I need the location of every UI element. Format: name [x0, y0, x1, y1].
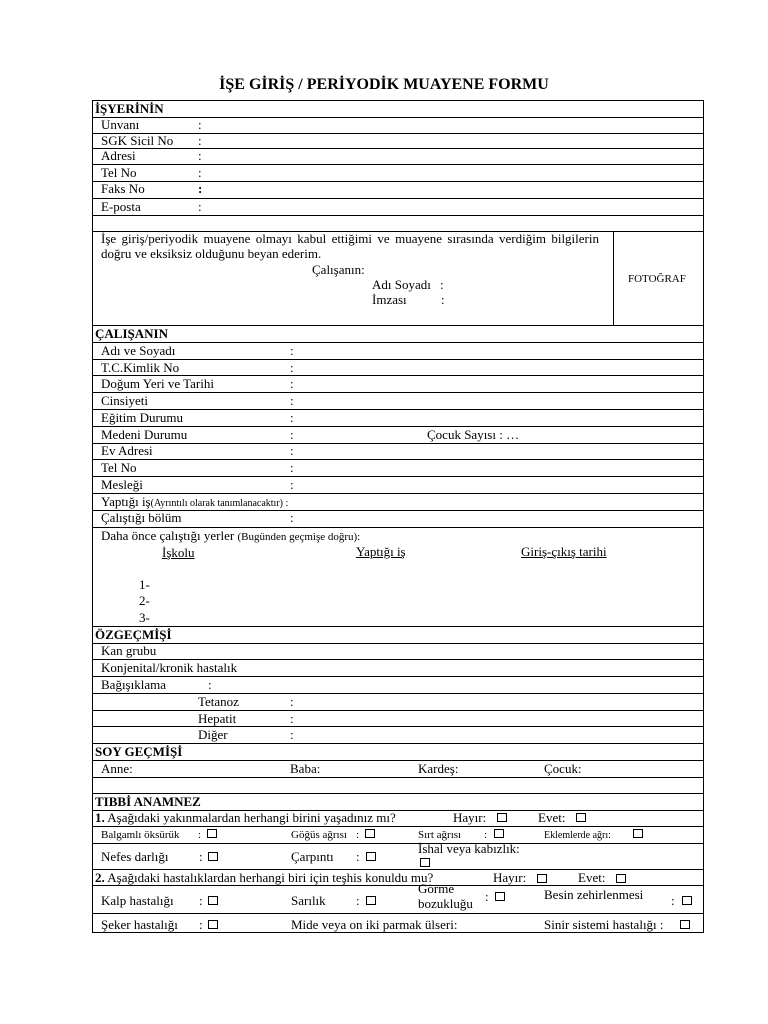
disease-nervous-checkbox[interactable] — [680, 920, 690, 929]
symptom-back-pain-checkbox[interactable] — [494, 829, 504, 838]
blood-type-label: Kan grubu — [101, 643, 157, 658]
job-note: (Ayrıntılı olarak tanımlanacaktır) : — [150, 498, 289, 509]
symptom-back-pain-label: Sırt ağrısı — [418, 829, 462, 841]
prev-col-job: Yaptığı iş — [356, 544, 406, 559]
field-separator: : — [356, 849, 360, 864]
row-divider — [92, 359, 704, 360]
symptom-bowel-checkbox[interactable] — [420, 858, 430, 867]
row-divider — [92, 913, 704, 914]
symptom-joint-pain-label: Eklemlerde ağrı: — [544, 830, 611, 841]
field-separator: : — [198, 133, 202, 148]
family-mother-label: Anne: — [101, 761, 133, 776]
row-divider — [92, 710, 704, 711]
employer-sgk-label: SGK Sicil No — [101, 133, 174, 148]
field-separator: : — [441, 292, 445, 307]
row-divider — [92, 443, 704, 444]
field-separator: : — [290, 727, 294, 742]
prev-row-2: 2- — [139, 593, 150, 608]
prev-col-sector: İşkolu — [162, 545, 195, 560]
row-divider — [92, 392, 704, 393]
disease-heart-checkbox[interactable] — [208, 896, 218, 905]
field-separator: : — [671, 893, 675, 908]
employee-header: ÇALIŞANIN — [95, 326, 168, 341]
symptom-dyspnea-checkbox[interactable] — [208, 852, 218, 861]
disease-jaundice-checkbox[interactable] — [366, 896, 376, 905]
declaration-employee-label: Çalışanın: — [312, 262, 365, 277]
field-separator: : — [290, 343, 294, 358]
symptom-chest-pain-checkbox[interactable] — [365, 829, 375, 838]
question-1-text: Aşağıdaki yakınmalardan herhangi birini yaşadınız mı? — [107, 810, 396, 825]
disease-nervous-label: Sinir sistemi hastalığı : — [544, 917, 664, 932]
row-divider — [92, 117, 704, 118]
row-divider — [92, 476, 704, 477]
employee-job-label — [101, 495, 288, 511]
vaccine-other-label: Diğer — [198, 727, 228, 742]
q1-yes-checkbox[interactable] — [576, 813, 586, 822]
question-1 — [95, 811, 396, 825]
row-divider — [92, 215, 704, 216]
field-separator: : — [290, 443, 294, 458]
q1-no-label: Hayır: — [453, 810, 487, 825]
symptom-cough-label: Balgamlı öksürük — [101, 829, 180, 841]
employee-profession-label: Mesleği — [101, 477, 143, 492]
employee-birth-label: Doğum Yeri ve Tarihi — [101, 376, 214, 391]
field-separator: : — [356, 893, 360, 908]
q1-no-checkbox[interactable] — [497, 813, 507, 822]
field-separator: : — [198, 165, 202, 180]
q2-yes-label: Evet: — [578, 870, 606, 885]
field-separator: : — [198, 829, 202, 841]
row-divider — [92, 493, 704, 494]
employer-title-label: Unvanı — [101, 117, 140, 132]
employer-header: İŞYERİNİN — [95, 101, 164, 116]
page-title: İŞE GİRİŞ / PERİYODİK MUAYENE FORMU — [219, 76, 549, 93]
row-divider — [92, 198, 704, 199]
family-child-label: Çocuk: — [544, 761, 582, 776]
employer-email-label: E-posta — [101, 199, 141, 214]
symptom-dyspnea-label: Nefes darlığı — [101, 849, 169, 864]
field-separator: : — [199, 917, 203, 932]
row-divider — [92, 693, 704, 694]
disease-heart-label: Kalp hastalığı — [101, 893, 174, 908]
declaration-name-label: Adı Soyadı — [372, 277, 431, 292]
field-separator: : — [485, 889, 489, 904]
field-separator: : — [198, 199, 202, 214]
vaccine-tetanus-label: Tetanoz — [198, 694, 239, 709]
row-divider — [92, 133, 704, 134]
symptom-palpitation-checkbox[interactable] — [366, 852, 376, 861]
prev-row-1: 1- — [139, 577, 150, 592]
field-separator: : — [290, 376, 294, 391]
prev-label-text: Daha önce çalıştığı yerler — [101, 528, 235, 543]
q1-yes-label: Evet: — [538, 810, 566, 825]
history-header: ÖZGEÇMİŞİ — [95, 627, 172, 642]
disease-ulcer-label: Mide veya on iki parmak ülseri: — [291, 917, 458, 932]
field-separator: : — [290, 410, 294, 425]
field-separator: : — [290, 694, 294, 709]
question-2-text: Aşağıdaki hastalıklardan herhangi biri için teşhis konuldu mu? — [107, 870, 434, 885]
disease-vision-label: Görme — [418, 881, 455, 896]
row-divider — [92, 626, 704, 627]
vaccination-label: Bağışıklama — [101, 677, 166, 692]
employee-phone-label: Tel No — [101, 460, 137, 475]
declaration-signature-label: İmzası — [372, 292, 407, 307]
row-divider — [92, 325, 704, 326]
field-separator: : — [198, 117, 202, 132]
symptom-bowel-label: İshal veya kabızlık: — [418, 841, 520, 856]
field-separator: : — [356, 829, 360, 841]
employee-marital-label: Medeni Durumu — [101, 427, 188, 442]
field-separator: : — [440, 277, 444, 292]
disease-food-poisoning-checkbox[interactable] — [682, 896, 692, 905]
row-divider — [92, 843, 704, 844]
disease-jaundice-label: Sarılık — [291, 893, 326, 908]
field-separator: : — [484, 829, 488, 841]
question-2 — [95, 871, 433, 885]
employee-name-label: Adı ve Soyadı — [101, 343, 176, 358]
field-separator: : — [290, 711, 294, 726]
q2-no-label: Hayır: — [493, 870, 527, 885]
row-divider — [92, 760, 704, 761]
disease-food-poisoning-label: Besin zehirlenmesi bozukluğu — [418, 887, 644, 911]
employee-id-label: T.C.Kimlik No — [101, 360, 180, 375]
employee-home-address-label: Ev Adresi — [101, 443, 153, 458]
prev-note: (Bugünden geçmişe doğru): — [237, 531, 361, 543]
anamnesis-header: TIBBİ ANAMNEZ — [95, 794, 201, 809]
symptom-cough-checkbox[interactable] — [207, 829, 217, 838]
vaccine-hepatitis-label: Hepatit — [198, 711, 237, 726]
previous-jobs-label — [101, 529, 360, 544]
disease-diabetes-checkbox[interactable] — [208, 920, 218, 929]
q2-no-checkbox[interactable] — [537, 874, 547, 883]
prev-col-dates: Giriş-çıkış tarihi — [521, 544, 607, 559]
field-separator: : — [290, 510, 294, 525]
row-divider — [92, 743, 704, 744]
field-separator: : — [198, 181, 203, 196]
question-2-number: 2. — [95, 870, 105, 885]
field-separator: : — [290, 427, 294, 442]
row-divider — [92, 676, 704, 677]
row-divider — [92, 726, 704, 727]
job-label-text: Yaptığı iş — [101, 494, 151, 509]
row-divider — [92, 409, 704, 410]
row-divider — [92, 342, 704, 343]
field-separator: : — [290, 460, 294, 475]
field-separator: : — [290, 360, 294, 375]
field-separator: : — [199, 849, 203, 864]
symptom-chest-pain-label: Göğüs ağrısı — [291, 829, 347, 841]
row-divider — [92, 826, 704, 827]
disease-diabetes-label: Şeker hastalığı — [101, 917, 178, 932]
employee-gender-label: Cinsiyeti — [101, 393, 148, 408]
photo-placeholder: FOTOĞRAF — [628, 273, 686, 285]
chronic-disease-label: Konjenital/kronik hastalık — [101, 660, 238, 675]
family-sibling-label: Kardeş: — [418, 761, 459, 776]
row-divider — [92, 148, 704, 149]
q2-yes-checkbox[interactable] — [616, 874, 626, 883]
declaration-text: İşe giriş/periyodik muayene olmayı kabul ettiğimi ve muayene sırasında verdiğim bilgilerin doğru ve eksiksiz olduğunu beyan ederim. — [101, 231, 599, 261]
employer-address-label: Adresi — [101, 148, 136, 163]
employee-education-label: Eğitim Durumu — [101, 410, 183, 425]
employer-phone-label: Tel No — [101, 165, 137, 180]
symptom-palpitation-label: Çarpıntı — [291, 849, 334, 864]
field-separator: : — [290, 393, 294, 408]
row-divider — [92, 459, 704, 460]
employer-fax-label: Faks No — [101, 181, 145, 196]
family-father-label: Baba: — [290, 761, 321, 776]
field-separator: : — [199, 893, 203, 908]
employee-children-label: Çocuk Sayısı : … — [427, 427, 520, 442]
question-1-number: 1. — [95, 810, 105, 825]
row-divider — [92, 181, 704, 182]
row-divider — [92, 885, 704, 886]
field-separator: : — [198, 148, 202, 163]
symptom-joint-pain-checkbox[interactable] — [633, 829, 643, 838]
row-divider — [92, 643, 704, 644]
field-separator: : — [208, 677, 212, 692]
employee-department-label: Çalıştığı bölüm — [101, 510, 182, 525]
family-history-header: SOY GEÇMİŞİ — [95, 744, 183, 759]
field-separator: : — [290, 477, 294, 492]
row-divider — [92, 164, 704, 165]
row-divider — [92, 777, 704, 778]
photo-cell-divider — [613, 231, 614, 325]
prev-row-3: 3- — [139, 610, 150, 625]
